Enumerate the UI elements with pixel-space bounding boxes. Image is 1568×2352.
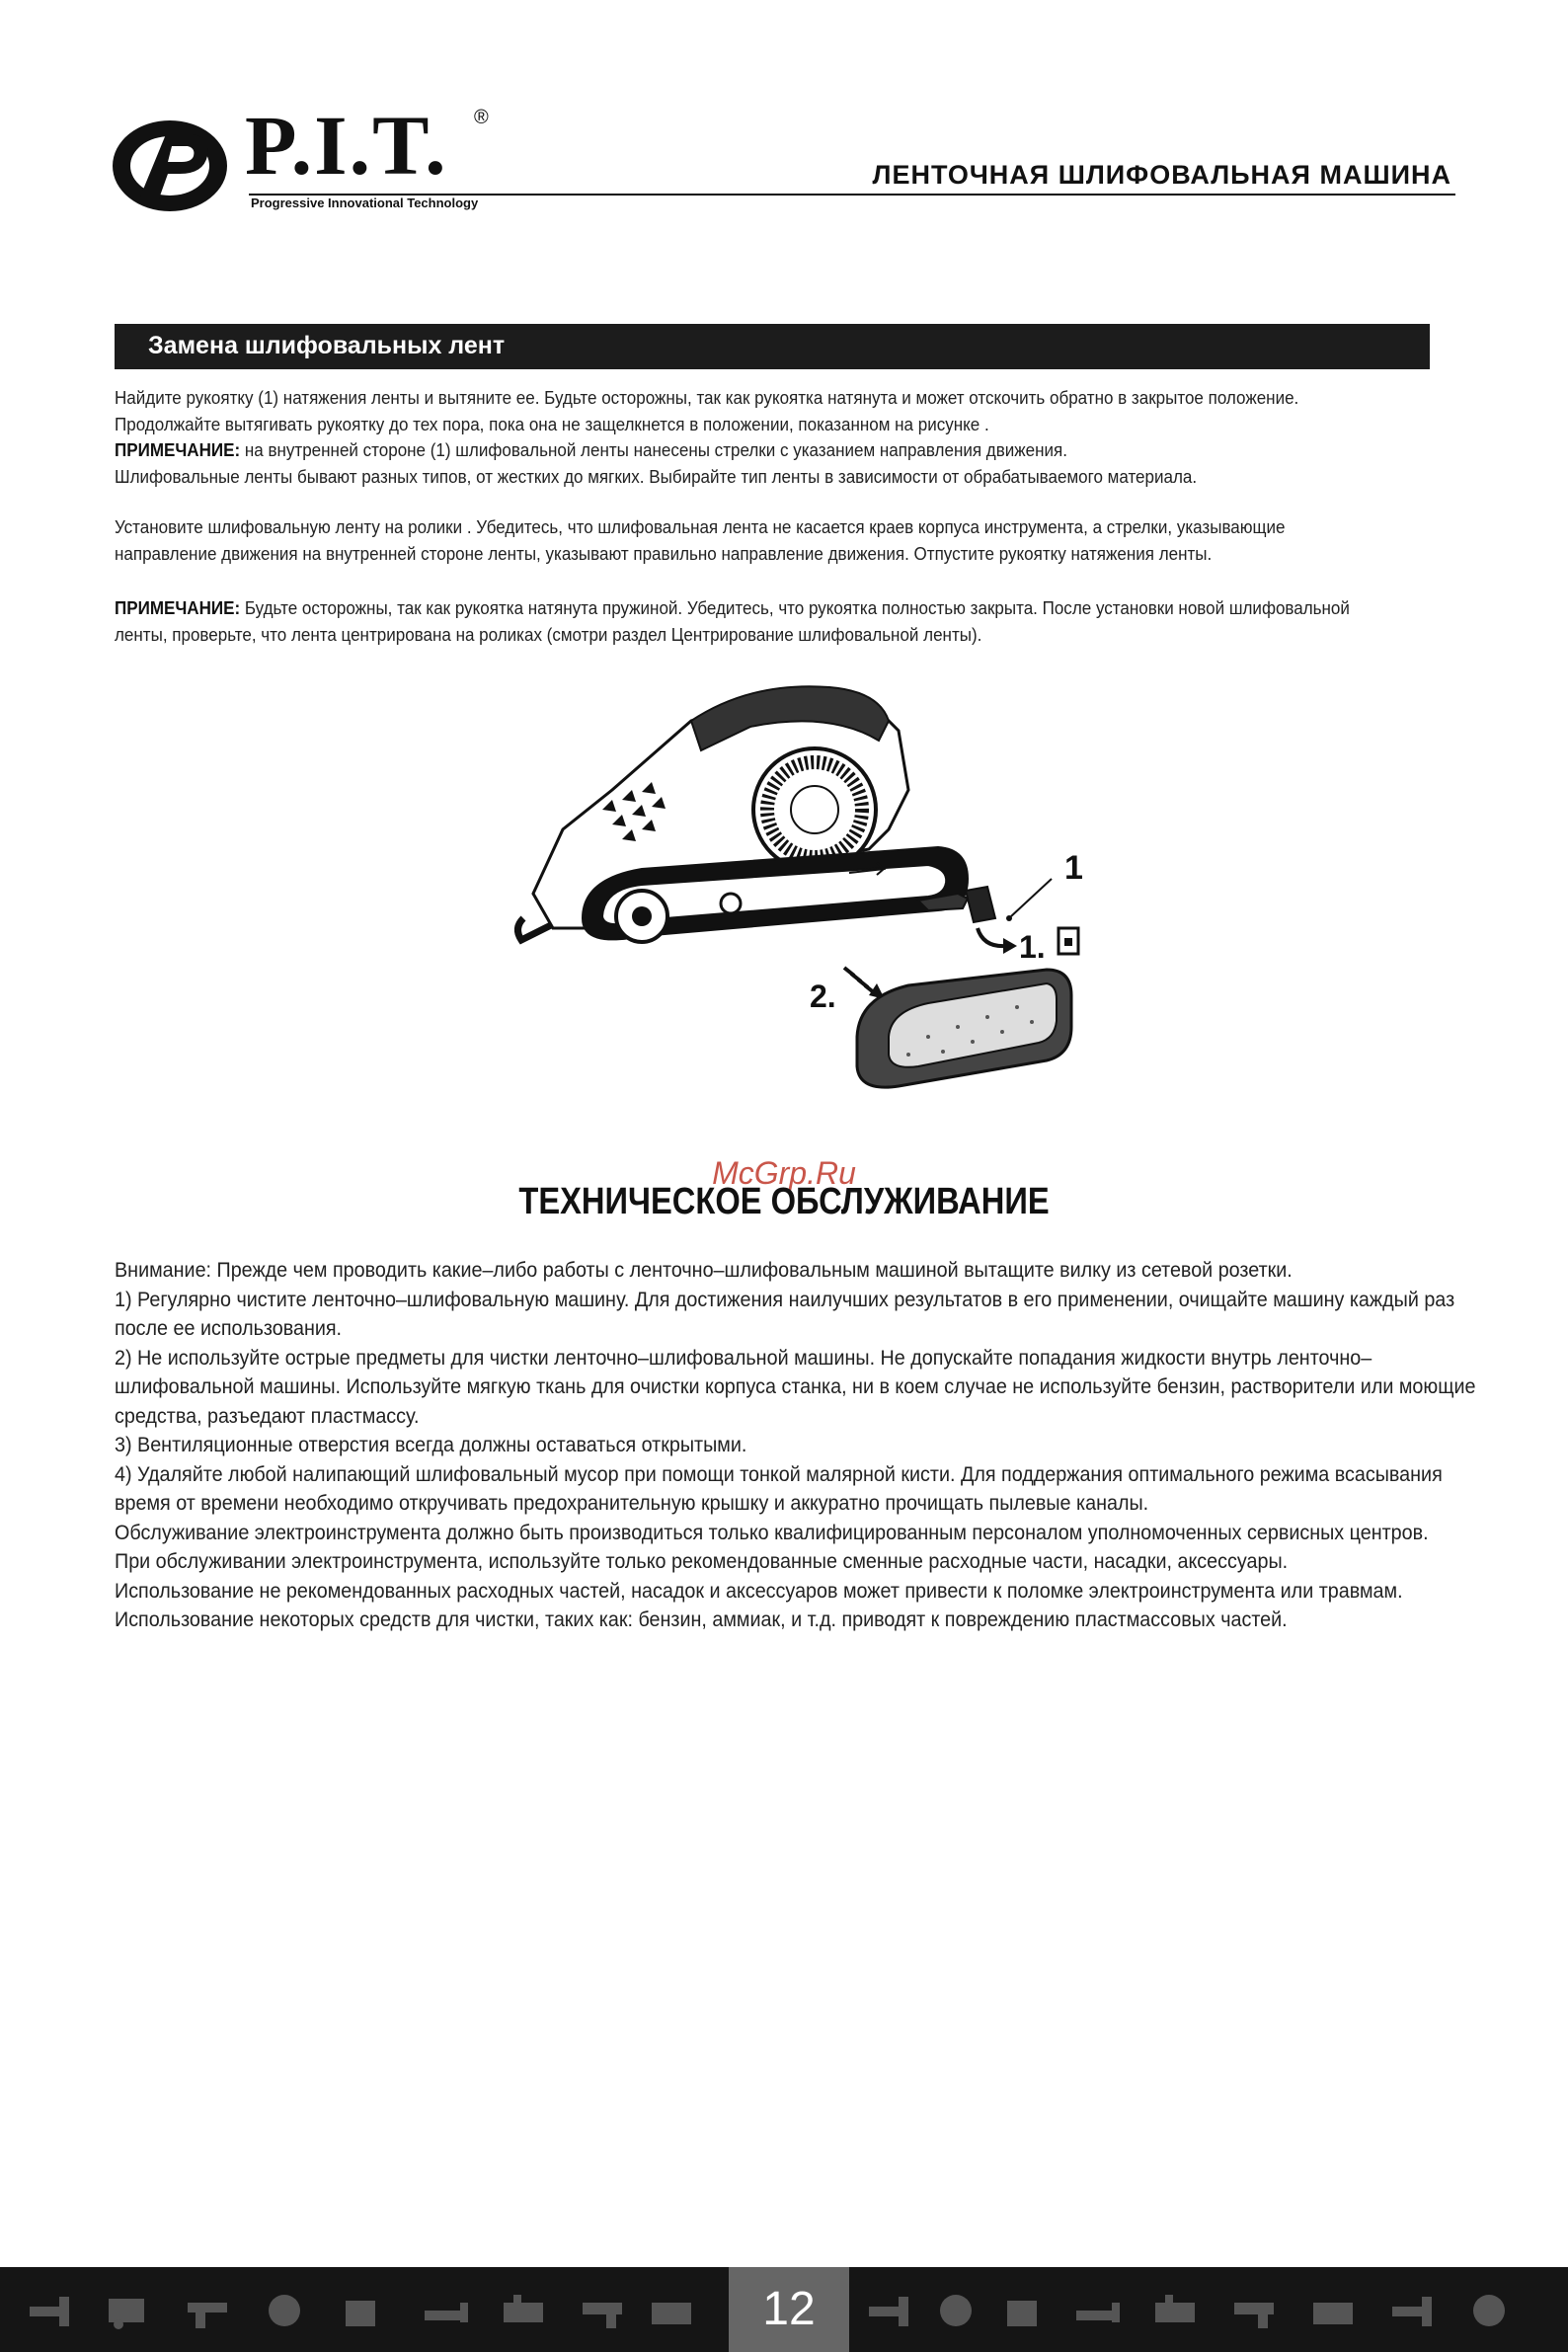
insert-arrow-icon [844, 968, 875, 993]
maintenance-line: Внимание: Прежде чем проводить какие–либо работы с ленточно–шлифовальным машиной вытащите вилку из сетевой розетки. [115, 1259, 1293, 1282]
note-text: Будьте осторожны, так как рукоятка натянута пружиной. Убедитесь, что рукоятка полностью закрыта. После установки новой шлифовальной [240, 597, 1350, 618]
text-line: Продолжайте вытягивать рукоятку до тех пора, пока она не защелкнется в положении, показанном на рисунке . [115, 413, 989, 434]
text-line: Шлифовальные ленты бывают разных типов, от жестких до мягких. Выбирайте тип ленты в зависимости от обрабатываемого материала. [115, 465, 1198, 487]
maintenance-line: При обслуживании электроинструмента, используйте только рекомендованные сменные расходные части, насадки, аксессуары. [115, 1550, 1289, 1573]
text-line: Установите шлифовальную ленту на ролики . Убедитесь, что шлифовальная лента не касается краев корпуса инструмента, а стрелки, указывающие [115, 516, 1286, 537]
maintenance-line: после ее использования. [115, 1317, 343, 1340]
maintenance-line: 3) Вентиляционные отверстия всегда должны оставаться открытыми. [115, 1434, 747, 1456]
section-header [115, 324, 1430, 369]
step-2-label: 2. [810, 979, 836, 1014]
text-line: ленты, проверьте, что лента центрирована на роликах (смотри раздел Центрирование шлифовальной ленты). [115, 623, 982, 645]
belt-replacement-note [115, 595, 1350, 648]
brand-tagline: Progressive Innovational Technology [251, 196, 479, 210]
brand-name: P.I.T. [245, 98, 448, 193]
maintenance-line: средства, разъедают пластмассу. [115, 1404, 420, 1428]
maintenance-line: Обслуживание электроинструмента должно быть производиться только квалифицированным персоналом уполномоченных сервисных центров. [115, 1521, 1429, 1544]
belt-sander-illustration [494, 681, 1106, 1126]
maintenance-line: шлифовальной машины. Используйте мягкую ткань для очистки корпуса станка, ни в коем случае не используйте бензин, растворители или моющие [115, 1375, 1476, 1398]
document-title: ЛЕНТОЧНАЯ ШЛИФОВАЛЬНАЯ МАШИНА [872, 160, 1451, 190]
section-title: Замена шлифовальных лент [148, 332, 506, 359]
watermark: McGrp.Ru [712, 1155, 856, 1191]
belt-replacement-text-1 [115, 385, 1350, 490]
text-line: направление движения на внутренней стороне ленты, указывают правильно направление движения. Отпустите рукоятку натяжения ленты. [115, 542, 1213, 564]
maintenance-line: время от времени необходимо откручивать предохранительную крышку и аккуратно прочищать пылевые каналы. [115, 1492, 1149, 1515]
belt-replacement-text-2 [115, 514, 1350, 567]
page-number: 12 [729, 2267, 849, 2352]
maintenance-line: 1) Регулярно чистите ленточно–шлифовальную машину. Для достижения наилучших результатов в его применении, очищайте машину каждый раз [115, 1288, 1455, 1311]
text-line: Найдите рукоятку (1) натяжения ленты и вытяните ее. Будьте осторожны, так как рукоятка натянута и может отскочить обратно в закрытое положение. [115, 387, 1299, 408]
header-divider [249, 194, 1455, 196]
note-text: на внутренней стороне (1) шлифовальной ленты нанесены стрелки с указанием направления движения. [240, 439, 1067, 460]
registered-mark: ® [474, 107, 489, 128]
step-1-label: 1. [1019, 929, 1046, 965]
maintenance-title: ТЕХНИЧЕСКОЕ ОБСЛУЖИВАНИЕ [518, 1181, 1050, 1222]
lock-icon [1058, 928, 1078, 954]
maintenance-line: Использование не рекомендованных расходных частей, насадок и аксессуаров может привести к поломке электроинструмента или травмам. [115, 1579, 1403, 1603]
note-label: ПРИМЕЧАНИЕ: [115, 597, 241, 618]
brand-logo [109, 98, 504, 217]
maintenance-line: Использование некоторых средств для чистки, таких как: бензин, аммиак, и т.д. приводят к повреждению пластмассовых частей. [115, 1608, 1288, 1631]
note-label: ПРИМЕЧАНИЕ: [115, 439, 241, 460]
maintenance-line: 2) Не используйте острые предметы для чистки ленточно–шлифовальной машины. Не допускайте попадания жидкости внутрь ленточно– [115, 1346, 1372, 1370]
pit-logo-icon [109, 115, 235, 217]
maintenance-line: 4) Удаляйте любой налипающий шлифовальный мусор при помощи тонкой малярной кисти. Для поддержания оптимального режима всасывания [115, 1462, 1443, 1486]
maintenance-text [115, 1256, 1476, 1635]
note-line [115, 437, 1350, 464]
note-line [115, 595, 1350, 622]
callout-1: 1 [1064, 849, 1083, 887]
